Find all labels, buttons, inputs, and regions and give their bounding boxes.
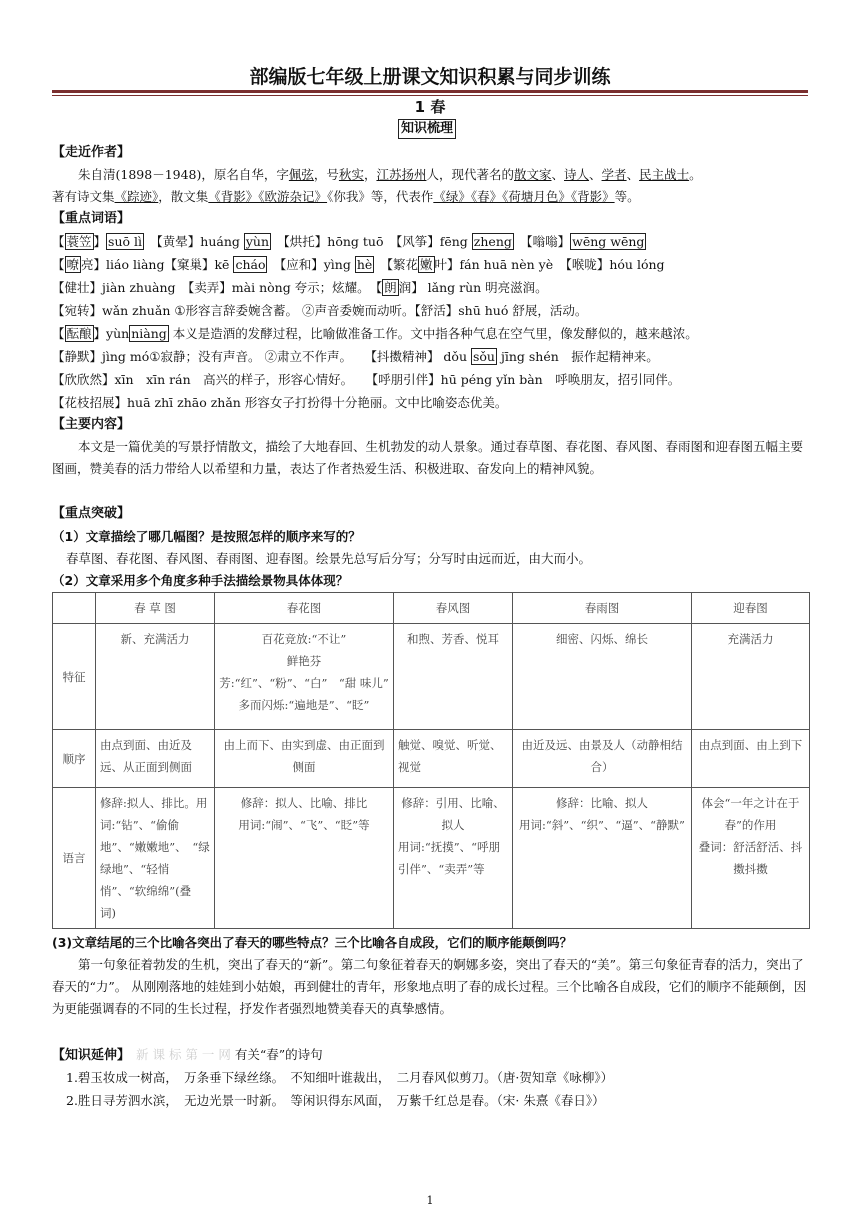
table-header-cell: 春风图: [394, 593, 513, 624]
row-label: 特征: [53, 624, 96, 730]
table-cell: 触觉、嗅觉、听觉、视觉: [394, 730, 513, 788]
row-label: 顺序: [53, 730, 96, 788]
author-line-2: 著有诗文集《踪迹》，散文集《背影》《欧游杂记》《你我》等，代表作《绿》《春》《荷塘月色》《背影》等。: [52, 189, 640, 204]
vocab-line-2: 【 嘹 亮】liáo liàng【窠巢】kē cháo 【应和】yìng hè 【繁花 嫩 叶】fán huā nèn yè 【喉咙】hóu lóng: [52, 257, 665, 272]
table-cell: 修辞：拟人、比喻、排比 用词:“闹”、“飞”、“眨”等: [215, 788, 394, 929]
question-2: （2）文章采用多个角度多种手法描绘景物具体体现？: [52, 573, 349, 588]
row-label: 语言: [53, 788, 96, 929]
header-rule-thick: [52, 90, 808, 93]
main-content-text: 本文是一篇优美的写景抒情散文，描绘了大地春回、生机勃发的动人景象。通过春草图、春花图、春风图、春雨图和迎春图五幅主要图画，赞美春的活力带给人以希望和力量，表达了作者热爱生活、积极进取、奋发向上的精神风貌。: [52, 439, 804, 476]
vocab-line-1: 【 蓑笠 】 suō lì 【黄晕】huáng yùn 【烘托】hōng tuō 【风筝】fēng zheng 【嗡嗡】 wēng wēng: [52, 234, 645, 249]
table-cell: 细密、闪烁、绵长: [513, 624, 692, 730]
author-line-1: 朱自清(1898－1948)，原名自华，字佩弦，号秋实，江苏扬州人，现代著名的散文家、诗人、学者、民主战士。: [78, 167, 702, 182]
breakthrough-heading: 【重点突破】: [52, 506, 131, 521]
table-row: [53, 788, 810, 929]
table-header-cell: 迎春图: [692, 593, 810, 624]
table-cell: 由近及远、由景及人（动静相结合）: [513, 730, 692, 788]
table-header-cell: 春花图: [215, 593, 394, 624]
extension-heading-line: 【知识延伸】 新 课 标 第 一 网 有关“春”的诗句: [52, 1047, 323, 1063]
vocab-line-7: 【欣欣然】xīn xīn rán 高兴的样子，形容心情好。 【呼朋引伴】hū péng yǐn bàn 呼唤朋友，招引同伴。: [52, 372, 681, 387]
vocab-line-3: 【健壮】jiàn zhuàng 【卖弄】mài nòng 夸示；炫耀。 【 朗 润】 lǎng rùn 明亮滋润。: [52, 280, 548, 295]
answer-3: 第一句象征着勃发的生机，突出了春天的“新”。第二句象征着春天的婀娜多姿，突出了春天的“美”。第三句象征青春的活力，突出了春天的“力”。 从刚刚落地的娃娃到小姑娘，再到健壮的青年，形象地点明了春的成长过程。三个比喻各自成段，它们的顺序不能颠倒，因为更能强调春的不同的生长过程，抒发作者强烈地赞美春天的真挚感情。: [52, 957, 807, 1016]
poem-1: 1.碧玉妆成一树高， 万条垂下绿丝绦。 不知细叶谁裁出， 二月春风似剪刀。（唐·贺知章《咏柳》）: [66, 1070, 614, 1085]
vocab-line-6: 【静默】jìng mó①寂静；没有声音。 ②肃立不作声。 【抖擞精神】 dǒu sǒu jīng shén 振作起精神来。: [52, 349, 659, 364]
vocab-line-4: 【宛转】wǎn zhuǎn ①形容言辞委婉含蓄。 ②声音委婉而动听。【舒活】shū huó 舒展，活动。: [52, 303, 588, 318]
knowledge-heading: 知识梳理: [398, 119, 456, 139]
table-row: [53, 624, 810, 730]
page-number: 1: [426, 1194, 434, 1207]
table-header-cell: [53, 593, 96, 624]
table-cell: 和煦、芳香、悦耳: [394, 624, 513, 730]
table-cell: 百花竞放:“不让” 鲜艳芬芳:“红”、“粉”、“白” “甜 味儿” 多而闪烁:“遍地是”、“眨”: [215, 624, 394, 730]
table-cell: 修辞：引用、比喻、拟人 用词:“抚摸”、“呼朋引伴”、“卖弄”等: [394, 788, 513, 929]
table-cell: 充满活力: [692, 624, 810, 730]
techniques-table: [52, 592, 810, 929]
main-content-heading: 【主要内容】: [52, 417, 131, 432]
answer-1: 春草图、春花图、春风图、春雨图、迎春图。绘景先总写后分写；分写时由远而近，由大而小。: [66, 551, 592, 566]
vocab-heading: 【重点词语】: [52, 211, 131, 226]
lesson-title: 1 春: [414, 98, 446, 116]
author-heading: 【走近作者】: [52, 145, 131, 160]
question-3: (3)文章结尾的三个比喻各突出了春天的哪些特点？三个比喻各自成段，它们的顺序能颠倒吗？: [52, 935, 573, 950]
table-row: [53, 730, 810, 788]
table-header-row: [53, 593, 810, 624]
table-cell: 由点到面、由近及远、从正面到侧面: [96, 730, 215, 788]
table-cell: 由点到面、由上到下: [692, 730, 810, 788]
question-1: （1）文章描绘了哪几幅图？是按照怎样的顺序来写的？: [52, 529, 361, 544]
table-cell: 体会“一年之计在于春”的作用 叠词：舒活舒活、抖擞抖擞: [692, 788, 810, 929]
table-header-cell: 春 草 图: [96, 593, 215, 624]
poem-2: 2.胜日寻芳泗水滨， 无边光景一时新。 等闲识得东风面， 万紫千红总是春。（宋· 朱熹《春日》）: [66, 1093, 605, 1108]
table-cell: 新、充满活力: [96, 624, 215, 730]
table-cell: 由上而下、由实到虚、由正面到侧面: [215, 730, 394, 788]
table-header-cell: 春雨图: [513, 593, 692, 624]
table-cell: 修辞：比喻、拟人 用词:“斜”、“织”、“逼”、“静默”: [513, 788, 692, 929]
vocab-line-5: 【 酝酿 】yùn niàng 本义是造酒的发酵过程，比喻做准备工作。文中指各种气息在空气里，像发酵似的，越来越浓。: [52, 326, 698, 341]
document-title: 部编版七年级上册课文知识积累与同步训练: [249, 66, 611, 88]
vocab-line-8: 【花枝招展】huā zhī zhāo zhǎn 形容女子打扮得十分艳丽。文中比喻姿态优美。: [52, 395, 508, 410]
table-cell: 修辞:拟人、排比。用词:“钻”、“偷偷地”、“嫩嫩地”、 “绿绿地”、“轻悄悄”、“软绵绵”(叠 词): [96, 788, 215, 929]
